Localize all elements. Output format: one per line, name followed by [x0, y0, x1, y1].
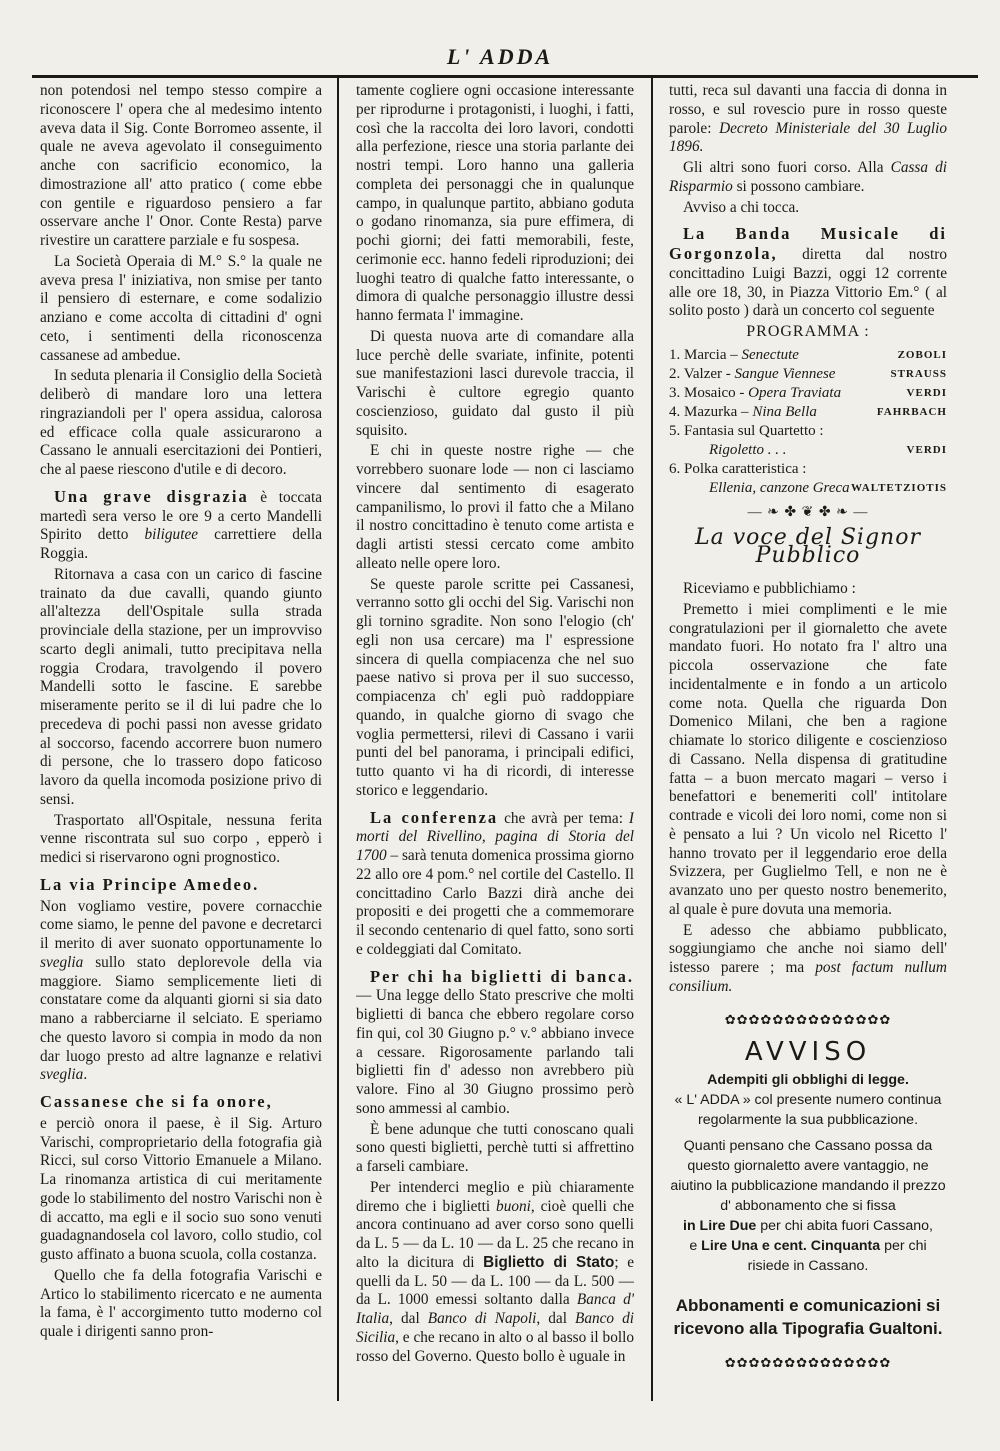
program-item-title: 3. Mosaico - Opera Traviata [669, 384, 842, 401]
avviso-block: Adempiti gli obblighi di legge. « L' ADDA » col presente numero continua regolarmente la sua pubblicazione. Quanti pensano che Cassano possa da questo giornaletto avere vantaggio, ne aiutino la pubblicazione mandando il prezzo d' abbonamento che si fissa in Lire Due per chi abita fuori Cassano, e Lire Una e cent. Cinquanta per chi risiede in Cassano. [670, 1072, 946, 1274]
paragraph: Ritornava a casa con un carico di fascine trainato da due cavalli, quando giunto all'altezza dell'Ospitale sulla strada provinciale della stazione, per un improvviso scarto degli animali, tutto precipitava nella roggia Crodara, travolgendo il povero Mandelli sotto le fascine. E sarebbe miseramente perito se il di lui padre che lo precedeva di pochi passi non avesse gridato al soccorso, facendo accorrere buon numero di persone, che lo trassero dopo faticoso lavoro da quella incomoda posizione privo di sensi. [40, 565, 322, 808]
paragraph: È bene adunque che tutti conoscano quali sono questi biglietti, perchè tutti si affrettino a farseli cambiare. [356, 1120, 634, 1175]
paragraph: Riceviamo e pubblichiamo : [683, 580, 856, 597]
column-3 [669, 82, 947, 1401]
article-conferenza: La conferenza che avrà per tema: I morti del Rivellino, pagina di Storia del 1700 – sarà tenuta domenica prossima giorno 22 allo ore 4 pom.° nel cortile del Castello. Il concittadino Carlo Bazzi dirà anche dei propositi e dei progetti che a commemorare il secondo centenario di quel fatto, sono sorti e coldeggiati dal Comitato. [356, 807, 634, 958]
ornament-divider: — ❧ ✤ ❦ ✤ ❧ — [747, 504, 869, 520]
program-item [669, 441, 947, 460]
program-item [669, 460, 947, 479]
program-item [669, 384, 947, 403]
paragraph: E chi in queste nostre righe — che vorrebbero suonare lode — non ci lasciamo vincere dal sentimento di esagerato campanilismo, lo provi il fatto che a Milano il nostro concittadino è tenuto come artista e dagli artisti stessi cercato come ambito alleato nelle opere loro. [356, 442, 634, 572]
program-item-title: 1. Marcia – Senectute [669, 346, 799, 363]
program-item [669, 403, 947, 422]
paragraph: Per intenderci meglio e più chiaramente diremo che i biglietti buoni, cioè quelli che ancora continuano ad aver corso sono quelli da L. 5 — da L. 10 — da L. 25 che recano in alto la dicitura di Biglietto di Stato; e quelli da L. 50 — da L. 100 — da L. 500 — da L. 1000 emessi soltanto dalla Banca d' Italia, dal Banco di Napoli, dal Banco di Sicilia, e che recano in alto o al basso il bollo rosso del Governo. Questo bollo è uguale in [356, 1178, 634, 1365]
paragraph: tutti, reca sul davanti una faccia di donna in rosso, e sul rovescio pure in rosso queste parole: Decreto Ministeriale del 30 Luglio 1896. [669, 82, 947, 156]
program-item-composer: STRAUSS [890, 367, 947, 380]
article-biglietti: Per chi ha biglietti di banca. — Una legge dello Stato prescrive che molti biglietti di banca che ebbero regolare corso fin qui, col 30 Giugno p.° v.° abbiano invece a cessare. Rigorosamente parlando tali biglietti fin d' adesso non avrebbero più valore. Fino al 30 Giugno prossimo però sono ammessi al cambio. [356, 966, 634, 1117]
program-item-composer: FAHRBACH [876, 405, 947, 418]
column-1 [40, 82, 322, 1401]
paragraph: In seduta plenaria il Consiglio della Società deliberò di mandare loro una lettera ringraziandoli per l' opera assidua, calorosa ed efficace colla quale assicurarono a Cassano le annuali esercitazioni dei Pontieri, che al paese riescono d'utile e di decoro. [40, 367, 322, 478]
paragraph: non potendosi nel tempo stesso compire a riconoscere l' opera che al medesimo intento aveva data il Sig. Conte Borromeo assente, il quale ne aveva agevolato il conseguimento anche con sacrificio economico, la dimostrazione all' atto pratico ( come ebbe con gentile e riguardoso pensiero a far osservare anche l' Onor. Conte Resta) parve rivestire un carattere parziale e fu sospesa. [40, 82, 322, 249]
paragraph: E adesso che abbiamo pubblicato, soggiungiamo che anche noi siamo dell' istesso parere ; ma post factum nullum consilium. [669, 921, 947, 995]
headline: La via Principe Amedeo. [40, 874, 260, 894]
column-rule-2 [651, 78, 653, 1401]
program-list [669, 346, 947, 498]
column-2 [356, 82, 634, 1401]
headline: Per chi ha biglietti di banca. [370, 966, 634, 986]
program-item-title: 5. Fantasia sul Quartetto : [669, 422, 824, 439]
paragraph: Premetto i miei complimenti e le mie congratulazioni per il giornaletto che avete mandato fuori. Ho notato fra l' altro una piccola osservazione che fate incidentalmente e in fondo a un articolo come nota. Quella che riguarda Don Domenico Milani, che ben a ragione chiamate lo storico diligente e coscienzioso di Cassano. Nella dispensa di gratitudine fatta – a buon mercato magari – verso i benefattori e benemeriti coll' intitolare contrade e vicoli dei loro nomi, come non si è pensato a lui ? Un vicolo nel Ricetto l' hanno trovato per il leggendario eroe della Svizzera, per Guglielmo Tell, e non ne è avanzato uno per questo nostro benemerito, al quale è pure dovuta una memoria. [669, 600, 947, 918]
masthead: L' ADDA [446, 44, 554, 69]
subscription-note: Abbonamenti e comunicazioni si ricevono alla Tipografia Gualtoni. [673, 1296, 943, 1338]
program-item [669, 479, 947, 498]
program-item-title: 6. Polka caratteristica : [669, 460, 807, 477]
headline: Cassanese che si fa onore, [40, 1092, 273, 1111]
avviso-title: AVVISO [744, 1037, 872, 1068]
article-disgrazia: Una grave disgrazia è toccata martedì sera verso le ore 9 a certo Mandelli Spirito detto biligutee carrettiere della Roggia. [40, 486, 322, 562]
paragraph: Trasportato all'Ospitale, nessuna ferita venne riscontrata sul suo corpo , epperò i medici si riservarono ogni prognostico. [40, 811, 322, 866]
paragraph: Se queste parole scritte pei Cassanesi, verranno sotto gli occhi del Sig. Varischi non gli tornino sgradite. Non sono l'elogio (ch' egli non usa cercare) ma l' espressione sincera di quella compiacenza che nel suo paese nativo si prova per il suo successo, compiacenza ch' egli può raddoppiare quando, in qualche giorno di svago che voglia permettersi, rilevi di Cassano i varii punti del bel panorama, i principali edifici, tutto quanto vi ha di ricordi, di interesse storico e leggendario. [356, 575, 634, 799]
headline: La Banda Musicale di Gorgonzola, [669, 224, 947, 263]
column-rule-1 [337, 78, 339, 1401]
paragraph: Gli altri sono fuori corso. Alla Cassa di Risparmio si possono cambiare. [669, 159, 947, 195]
paragraph: Non vogliamo vestire, povere cornacchie come siamo, le penne del pavone e decretarci il merito di aver suonato opportunamente lo sveglia sullo stato deplorevole della via maggiore. Siamo semplicemente lieti di constatare come da alquanti giorni si sia dato mano a rabberciarne il selciato. E speriamo che questo lavoro si compia in modo da non dar luogo presto ad altre lagnanze e relativi sveglia. [40, 897, 322, 1084]
program-item-title: 2. Valzer - Sangue Viennese [669, 365, 836, 382]
paragraph: La Società Operaia di M.° S.° la quale ne aveva presa l' iniziativa, non smise per tanto il pensiero di esternare, e come sodalizio anziano e come accolta di cittadini d' ogni ceto, i sentimenti della riconoscenza cassanese ad ambedue. [40, 252, 322, 364]
masthead-rule [32, 75, 978, 78]
paragraph: tamente cogliere ogni occasione interessante per riprodurne i protagonisti, i luoghi, i fatti, così che la raccolta dei loro lavori, condotti alla perfezione, riesce una storia parlante dei nostri tempi. Loro hanno una galleria completa dei personaggi che in qualunque campo, in qualunque partito, abbiano goduta o godano rinomanza, sia pure effimera, di pochi giorni; dei fatti memorabili, feste, cerimonie ecc. hanno fedeli riproduzioni; dei luoghi teatro di qualche fatto interessante, o dimora di qualche personaggio illustre dessi hanno fermata l' immagine. [356, 82, 634, 324]
program-item [669, 365, 947, 384]
program-item [669, 422, 947, 441]
paragraph: e perciò onora il paese, è il Sig. Arturo Varischi, comproprietario della fotografia già Ricci, sul corso Vittorio Emanuele a Milano. La rinomanza artistica di cui meritamente gode lo stabilimento del nostro Varischi non è di accatto, ma egli e il socio suo sono venuti guadagnandosela col lavoro, collo studio, col gusto affinato a buona scuola, colla costanza. [40, 1114, 322, 1263]
program-item-composer: VERDI [906, 443, 947, 456]
program-item-title: 4. Mazurka – Nina Bella [669, 403, 817, 420]
headline: Una grave disgrazia [54, 486, 249, 506]
program-item [669, 346, 947, 365]
headline: La conferenza [370, 807, 499, 827]
section-title: La voce del Signor Pubblico [695, 524, 921, 569]
program-item-title: Rigoletto . . . [709, 441, 787, 458]
paragraph: Avviso a chi tocca. [683, 198, 800, 216]
program-item-composer: ZOBOLI [897, 348, 947, 361]
paragraph: Quello che fa della fotografia Varischi e Artico lo stabilimento ricercato e ne aumenta la fama, è l' accorgimento tutto moderno col quale i dirigenti sanno pron- [40, 1266, 322, 1340]
paragraph: Di questa nuova arte di comandare alla luce perchè delle svariate, infinite, potenti sue manifestazioni lasci durevole traccia, il Varischi è cultore egregio quanto coscienzioso, guidato dal gusto il più squisito. [356, 327, 634, 439]
article-banda: La Banda Musicale di Gorgonzola, diretta dal nostro concittadino Luigi Bazzi, oggi 12 corrente alle ore 18, 30, in Piazza Vittorio Em.° ( al solito posto ) darà un concerto col seguente [669, 224, 947, 320]
program-title: PROGRAMMA : [746, 323, 870, 340]
program-item-composer: VERDI [906, 386, 947, 399]
ornament-band: ✿✿✿✿✿✿✿✿✿✿✿✿✿✿ [724, 1355, 892, 1370]
ornament-band: ✿✿✿✿✿✿✿✿✿✿✿✿✿✿ [724, 1011, 892, 1027]
program-item-composer: WALTETZIOTIS [851, 481, 947, 494]
program-item-title: Ellenia, canzone Greca [709, 479, 850, 496]
